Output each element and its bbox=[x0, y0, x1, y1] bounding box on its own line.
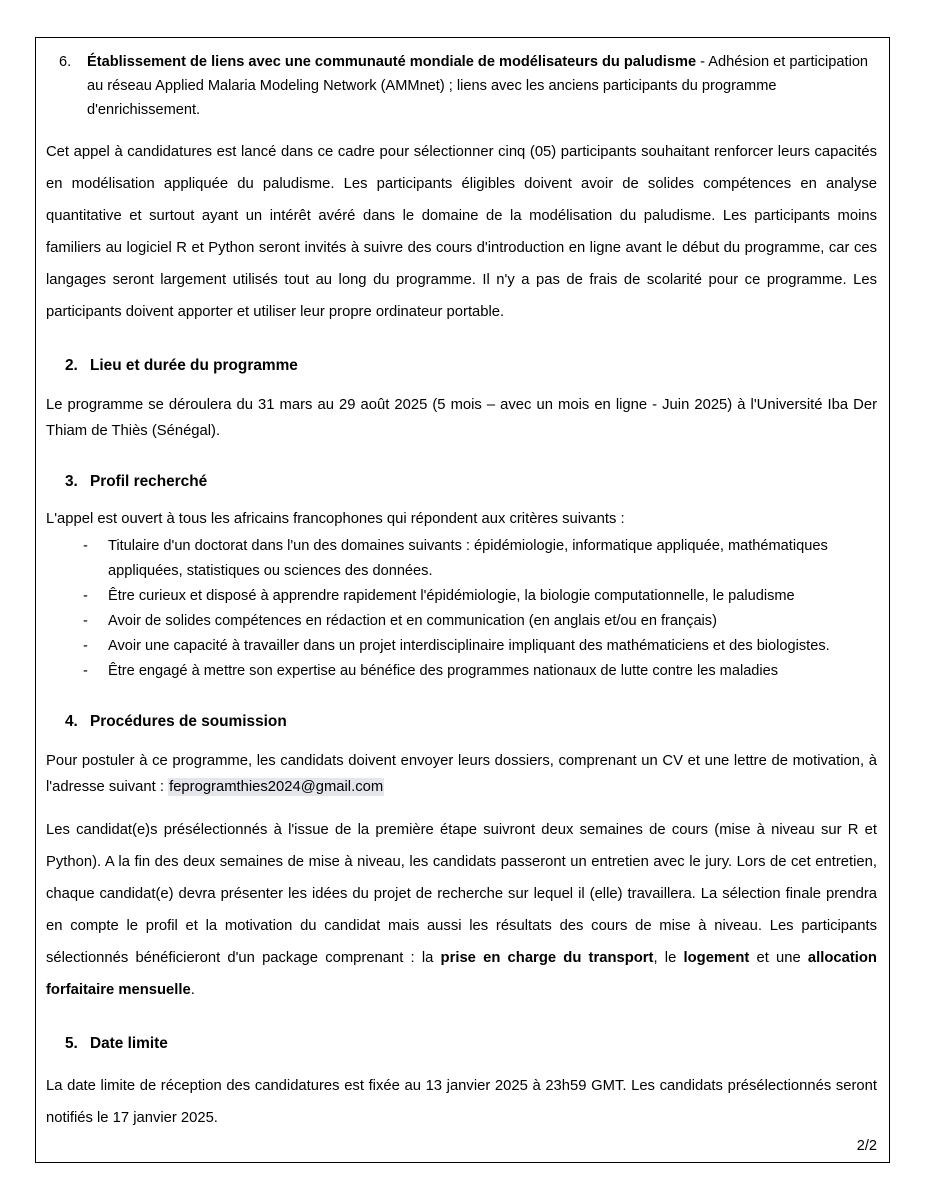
list-item-label: Avoir de solides compétences en rédaction et en communication (en anglais et/ou en français) bbox=[108, 613, 717, 629]
dash-bullet-icon: - bbox=[83, 588, 88, 604]
list-item-label: Avoir une capacité à travailler dans un projet interdisciplinaire impliquant des mathématiciens et des biologistes. bbox=[108, 638, 830, 654]
list-item-bold-lead: Établissement de liens avec une communauté mondiale de modélisateurs du paludisme bbox=[87, 54, 697, 70]
list-item-rest: - Adhésion et participation au réseau Applied Malaria Modeling Network (AMMnet) ; liens avec les anciens participants du programme d'enrichissement. bbox=[87, 54, 869, 118]
submission-instructions: Pour postuler à ce programme, les candidats doivent envoyer leurs dossiers, comprenant un CV et une lettre de motivation, à l'adresse suivant : bbox=[46, 753, 877, 795]
section-2-paragraph: Le programme se déroulera du 31 mars au 29 août 2025 (5 mois – avec un mois en ligne - Juin 2025) à l'Université Iba Der Thiam de Thiès (Sénégal). bbox=[46, 397, 877, 439]
section-5-paragraph: La date limite de réception des candidatures est fixée au 13 janvier 2025 à 23h59 GMT. Les candidats présélectionnés seront notifiés le 17 janvier 2025. bbox=[46, 1078, 877, 1126]
section-3-title: Profil recherché bbox=[90, 473, 208, 490]
section-2-title: Lieu et durée du programme bbox=[90, 357, 298, 374]
section-heading-4 bbox=[46, 710, 879, 734]
numbered-list-item-6 bbox=[46, 50, 879, 122]
dash-bullet-icon: - bbox=[83, 638, 88, 654]
dash-bullet-icon: - bbox=[83, 613, 88, 629]
package-sep-2: et une bbox=[749, 950, 808, 966]
section-heading-2 bbox=[46, 354, 879, 378]
list-item bbox=[46, 609, 879, 634]
section-4-number: 4. bbox=[65, 713, 78, 730]
section-heading-5 bbox=[46, 1032, 879, 1056]
document-page bbox=[35, 37, 890, 1163]
page-content bbox=[46, 42, 879, 1158]
list-item-label: Être engagé à mettre son expertise au bénéfice des programmes nationaux de lutte contre les maladies bbox=[108, 663, 779, 679]
package-item-allocation: allocation forfaitaire mensuelle bbox=[46, 950, 877, 998]
section-4-paragraph-2 bbox=[46, 814, 879, 1006]
list-item bbox=[46, 534, 879, 584]
section-heading-3 bbox=[46, 470, 879, 494]
page-number: 2/2 bbox=[856, 1138, 877, 1154]
list-item-label: Titulaire d'un doctorat dans l'un des domaines suivants : épidémiologie, informatique appliquée, mathématiques appliquées, statistiques ou sciences des données. bbox=[108, 538, 828, 579]
intro-paragraph: Cet appel à candidatures est lancé dans ce cadre pour sélectionner cinq (05) participants souhaitant renforcer leurs capacités en modélisation appliquée du paludisme. Les participants éligibles doivent avoir de solides compétences en analyse quantitative et surtout ayant un intérêt avéré dans le domaine de la modélisation du paludisme. Les participants moins familiers au logiciel R et Python seront invités à suivre des cours d'introduction en ligne avant le début du programme, car ces langages seront largement utilisés tout au long du programme. Il n'y a pas de frais de scolarité pour ce programme. Les participants doivent apporter et utiliser leur propre ordinateur portable. bbox=[46, 144, 877, 320]
section-4-paragraph-1 bbox=[46, 748, 879, 800]
section-3-number: 3. bbox=[65, 473, 78, 490]
contact-email-link[interactable]: feprogramthies2024@gmail.com bbox=[169, 779, 384, 795]
section-2-number: 2. bbox=[65, 357, 78, 374]
selection-process-text: Les candidat(e)s présélectionnés à l'issue de la première étape suivront deux semaines de cours (mise à niveau sur R et Python). A la fin des deux semaines de mise à niveau, les candidats passeront un entretien avec le jury. Lors de cet entretien, chaque candidat(e) devra présenter les idées du projet de recherche sur lequel il (elle) travaillera. La sélection finale prendra en compte le profil et la motivation du candidat mais aussi les résultats des cours de mise à niveau. Les participants sélectionnés bénéficieront d'un package comprenant : la bbox=[46, 822, 877, 966]
list-item bbox=[46, 584, 879, 609]
list-item bbox=[46, 634, 879, 659]
list-item-label: Être curieux et disposé à apprendre rapidement l'épidémiologie, la biologie computationnelle, le paludisme bbox=[108, 588, 795, 604]
dash-bullet-icon: - bbox=[83, 663, 88, 679]
section-5-title: Date limite bbox=[90, 1035, 168, 1052]
package-item-transport: prise en charge du transport bbox=[440, 950, 654, 966]
list-item bbox=[46, 659, 879, 684]
list-item-text bbox=[87, 50, 879, 122]
criteria-list bbox=[46, 534, 879, 684]
section-3-lead: L'appel est ouvert à tous les africains francophones qui répondent aux critères suivants : bbox=[46, 511, 625, 527]
section-4-title: Procédures de soumission bbox=[90, 713, 287, 730]
list-item-number: 6. bbox=[59, 54, 72, 70]
package-end-punct: . bbox=[190, 982, 195, 998]
package-item-logement: logement bbox=[683, 950, 750, 966]
package-sep-1: , le bbox=[653, 950, 684, 966]
dash-bullet-icon: - bbox=[83, 538, 88, 554]
section-5-number: 5. bbox=[65, 1035, 78, 1052]
